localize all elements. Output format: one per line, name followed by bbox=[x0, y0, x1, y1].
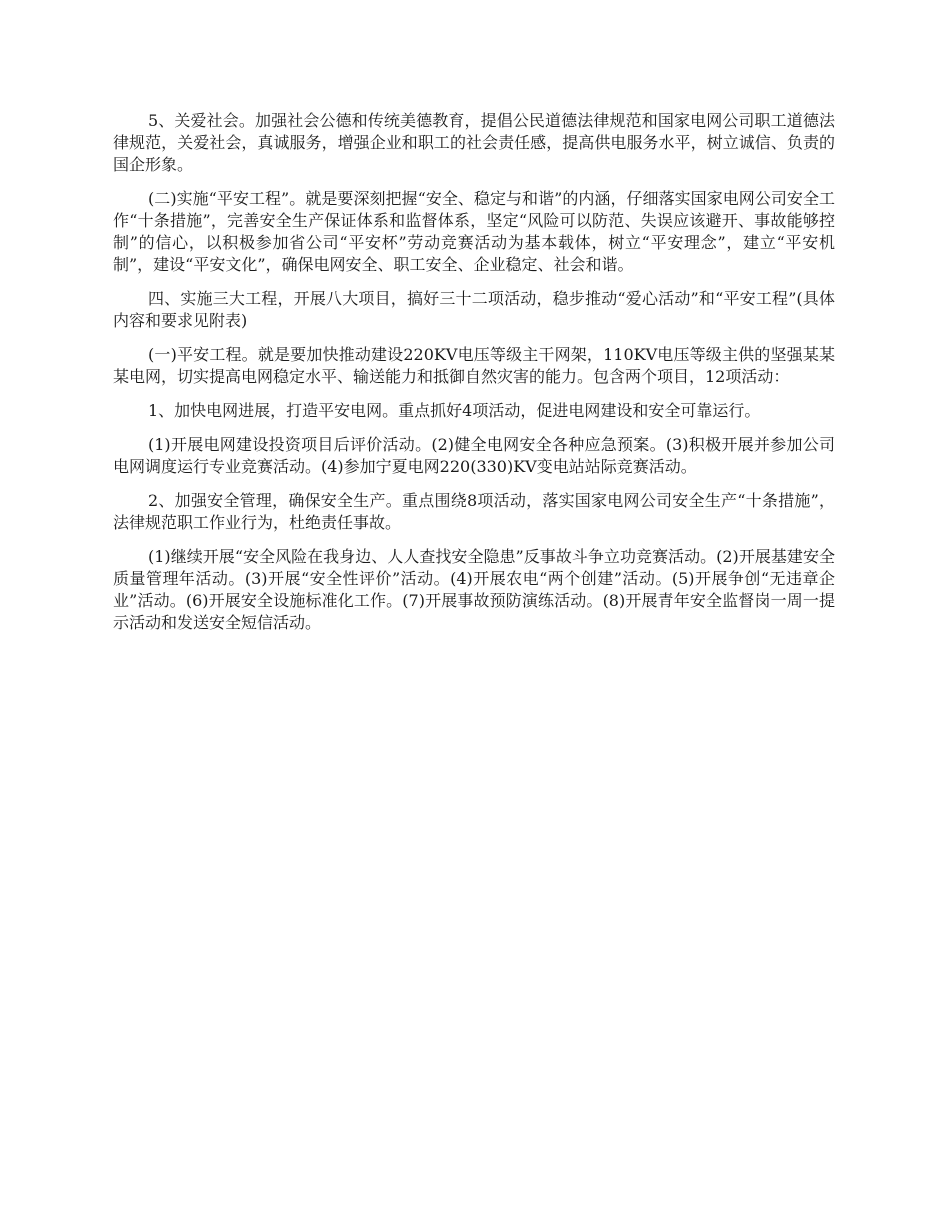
paragraph-safety-project-intro: (二)实施“平安工程”。就是要深刻把握“安全、稳定与和谐”的内涵，仔细落实国家电网公司安全工作“十条措施”，完善安全生产保证体系和监督体系，坚定“风险可以防范、失误应该避开、事故能够控制”的信心，以积极参加省公司“平安杯”劳动竞赛活动为基本载体，树立“平安理念”，建立“平安机制”，建设“平安文化”，确保电网安全、职工安全、企业稳定、社会和谐。 bbox=[113, 189, 835, 274]
paragraph-section-four: 四、实施三大工程，开展八大项目，搞好三十二项活动，稳步推动“爱心活动”和“平安工程”(具体内容和要求见附表) bbox=[113, 289, 835, 330]
paragraph-grid-progress: 1、加快电网进展，打造平安电网。重点抓好4项活动，促进电网建设和安全可靠运行。 bbox=[148, 401, 761, 420]
paragraph-safety-project: (一)平安工程。就是要加快推动建设220KV电压等级主干网架，110KV电压等级主供的坚强某某某电网，切实提高电网稳定水平、输送能力和抵御自然灾害的能力。包含两个项目，12项活动： bbox=[113, 345, 835, 386]
document-body bbox=[113, 110, 835, 646]
paragraph-safety-activities: (1)继续开展“安全风险在我身边、人人查找安全隐患”反事故斗争立功竞赛活动。(2)开展基建安全质量管理年活动。(3)开展“安全性评价”活动。(4)开展农电“两个创建”活动。(5)开展争创“无违章企业”活动。(6)开展安全设施标准化工作。(7)开展事故预防演练活动。(8)开展青年安全监督岗一周一提示活动和发送安全短信活动。 bbox=[113, 547, 835, 632]
paragraph-care-society: 5、关爱社会。加强社会公德和传统美德教育，提倡公民道德法律规范和国家电网公司职工道德法律规范，关爱社会，真诚服务，增强企业和职工的社会责任感，提高供电服务水平，树立诚信、负责的国企形象。 bbox=[113, 111, 835, 174]
paragraph-safety-management: 2、加强安全管理，确保安全生产。重点围绕8项活动，落实国家电网公司安全生产“十条措施”，法律规范职工作业行为，杜绝责任事故。 bbox=[113, 491, 835, 532]
paragraph-grid-activities: (1)开展电网建设投资项目后评价活动。(2)健全电网安全各种应急预案。(3)积极开展并参加公司电网调度运行专业竞赛活动。(4)参加宁夏电网220(330)KV变电站站际竞赛活动。 bbox=[113, 435, 835, 476]
